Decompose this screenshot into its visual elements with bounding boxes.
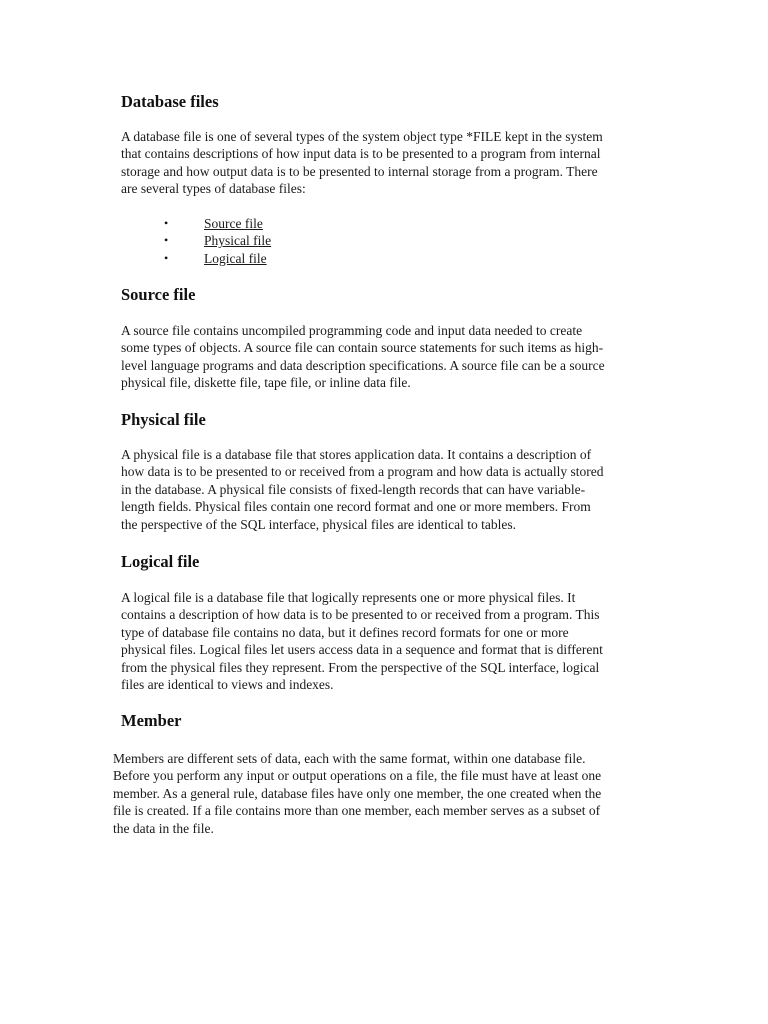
paragraph-line: Before you perform any input or output operations on a file, the file must have at least one	[113, 768, 602, 784]
bullet-icon: •	[164, 250, 169, 265]
paragraph-line: that contains descriptions of how input data is to be presented to a program from internal	[121, 146, 601, 162]
paragraph-line: some types of objects. A source file can contain source statements for such items as high-	[121, 340, 604, 356]
paragraph-line: files are identical to views and indexes.	[121, 677, 334, 693]
paragraph-line: from the physical files they represent. From the perspective of the SQL interface, logical	[121, 659, 600, 675]
paragraph-line: physical files. Logical files let users access data in a sequence and format that is different	[121, 642, 603, 658]
paragraph-line: type of database file contains no data, but it defines record formats for one or more	[121, 624, 569, 640]
heading-database-files: Database files	[121, 92, 219, 111]
paragraph-logical-file	[121, 589, 603, 693]
paragraph-member	[113, 750, 601, 837]
paragraph-database-files	[121, 128, 603, 198]
paragraph-line: length fields. Physical files contain one record format and one or more members. From	[121, 499, 591, 515]
link-physical-file[interactable]: Physical file	[204, 233, 272, 249]
paragraph-line: A source file contains uncompiled programming code and input data needed to create	[121, 323, 583, 338]
paragraph-line: are several types of database files:	[121, 181, 306, 197]
paragraph-line: in the database. A physical file consists of fixed-length records that can have variable-	[121, 481, 586, 497]
heading-logical-file: Logical file	[121, 552, 200, 571]
paragraph-line: A physical file is a database file that stores application data. It contains a description of	[121, 447, 592, 462]
paragraph-line: the data in the file.	[113, 820, 214, 836]
paragraph-source-file	[121, 322, 605, 392]
paragraph-line: storage and how output data is to be presented to internal storage from a program. There	[121, 163, 598, 179]
link-logical-file[interactable]: Logical file	[204, 250, 267, 266]
paragraph-line: A logical file is a database file that logically represents one or more physical files. It	[121, 590, 576, 605]
paragraph-line: A database file is one of several types of the system object type *FILE kept in the system	[121, 129, 603, 144]
heading-physical-file: Physical file	[121, 410, 206, 429]
paragraph-line: the perspective of the SQL interface, physical files are identical to tables.	[121, 516, 516, 532]
paragraph-line: how data is to be presented to or received from a program and how data is actually stored	[121, 464, 604, 480]
paragraph-line: Members are different sets of data, each with the same format, within one database file.	[113, 751, 586, 766]
bullet-icon: •	[164, 216, 169, 230]
heading-member: Member	[121, 711, 182, 730]
heading-source-file: Source file	[121, 285, 196, 304]
paragraph-line: level language programs and data description specifications. A source file can be a source	[121, 357, 605, 373]
bullet-icon: •	[164, 233, 169, 248]
paragraph-line: file is created. If a file contains more than one member, each member serves as a subset of	[113, 803, 601, 819]
paragraph-line: contains a description of how data is to be presented to or received from a program. This	[121, 607, 600, 623]
paragraph-line: member. As a general rule, database files have only one member, the one created when the	[113, 785, 602, 801]
paragraph-physical-file	[121, 446, 603, 533]
link-source-file[interactable]: Source file	[204, 216, 263, 231]
paragraph-line: physical file, diskette file, tape file, or inline data file.	[121, 375, 411, 391]
